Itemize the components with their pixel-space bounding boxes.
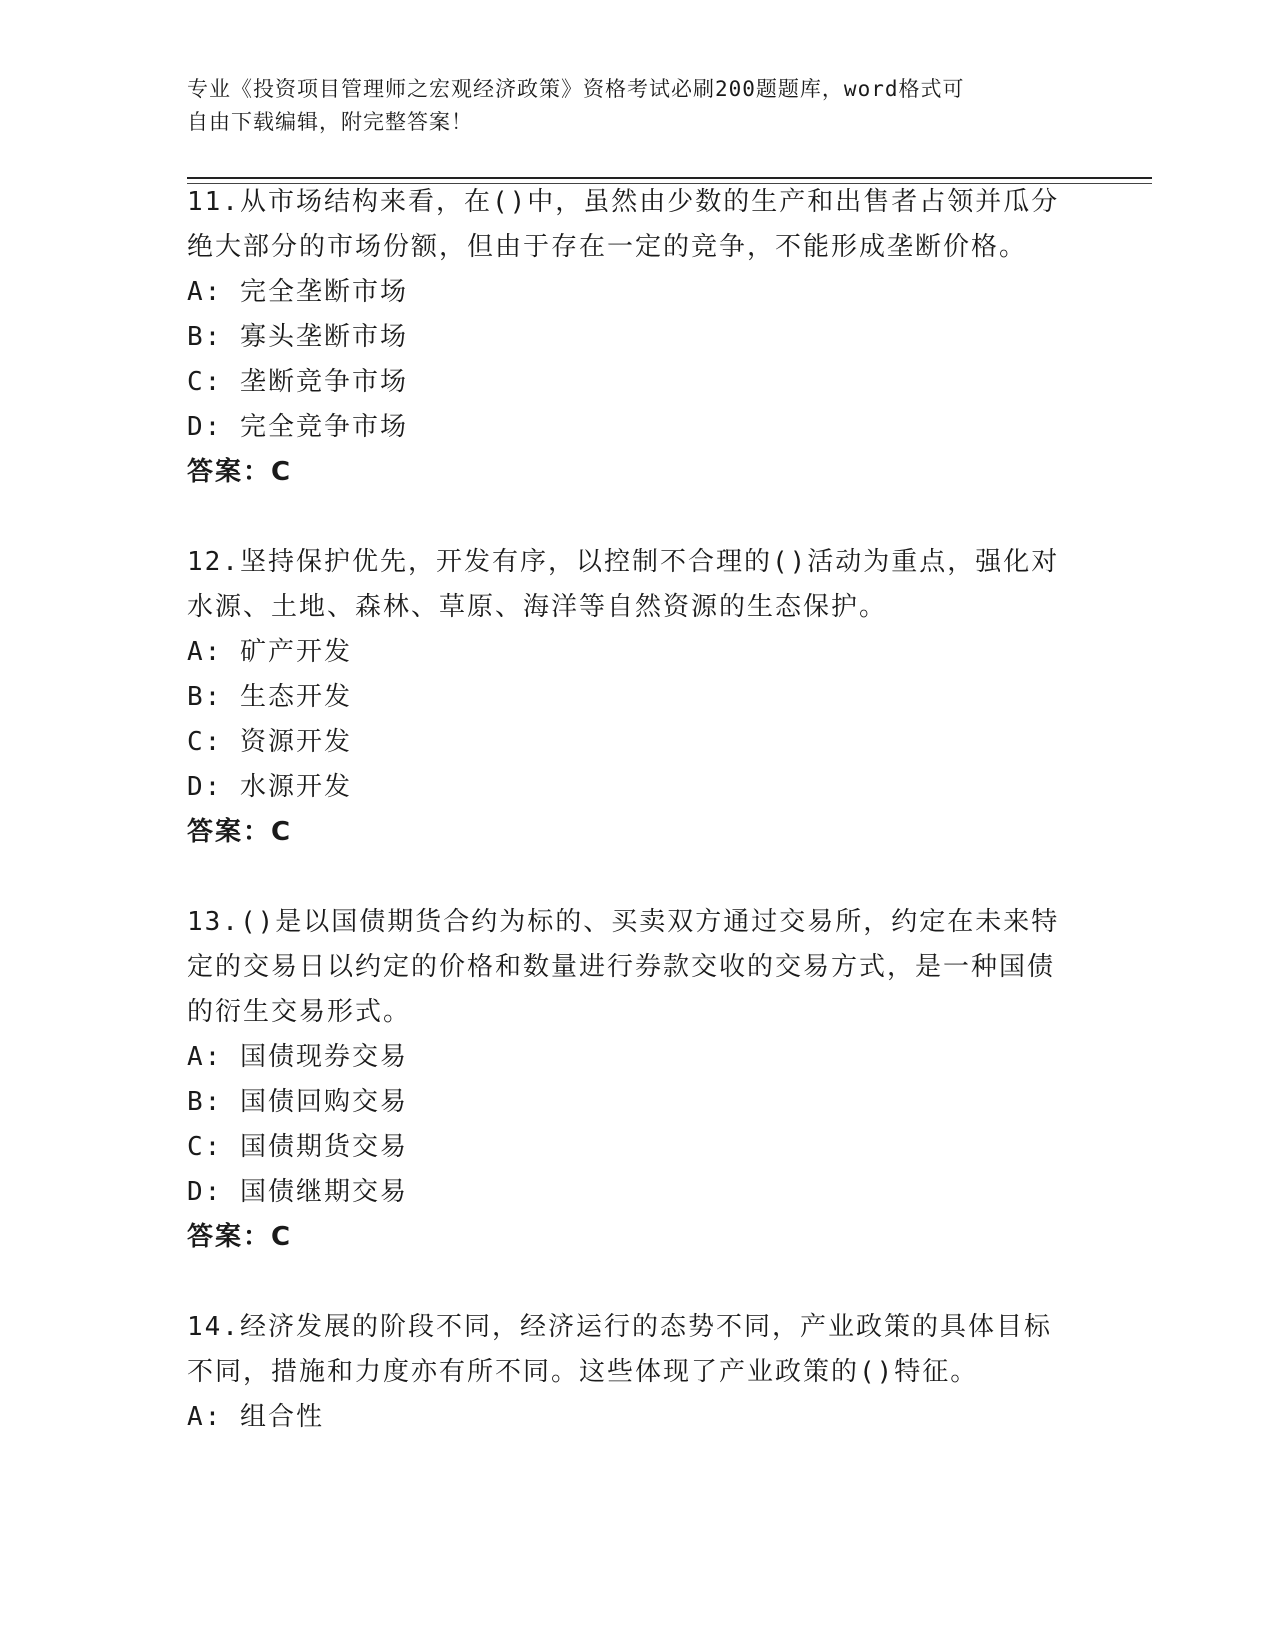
option-a: A: 完全垄断市场 <box>187 277 408 307</box>
option-d: D: 国债继期交易 <box>187 1177 408 1207</box>
question-12 <box>187 540 1077 855</box>
document-header <box>187 73 1067 139</box>
question-13 <box>187 900 1077 1260</box>
header-line-1: 专业《投资项目管理师之宏观经济政策》资格考试必刷200题题库，word格式可 <box>187 77 965 101</box>
question-stem: 11.从市场结构来看，在()中，虽然由少数的生产和出售者占领并瓜分绝大部分的市场份额，但由于存在一定的竞争，不能形成垄断价格。 <box>187 187 1060 262</box>
option-c: C: 垄断竞争市场 <box>187 367 408 397</box>
option-d: D: 完全竞争市场 <box>187 412 408 442</box>
option-a: A: 组合性 <box>187 1402 324 1432</box>
question-stem: 12.坚持保护优先，开发有序，以控制不合理的()活动为重点，强化对水源、土地、森林、草原、海洋等自然资源的生态保护。 <box>187 547 1060 622</box>
option-d: D: 水源开发 <box>187 772 352 802</box>
answer-label: 答案：C <box>187 817 293 847</box>
option-a: A: 矿产开发 <box>187 637 352 667</box>
header-divider-thick <box>187 177 1152 179</box>
option-b: B: 寡头垄断市场 <box>187 322 408 352</box>
option-b: B: 生态开发 <box>187 682 352 712</box>
question-stem: 14.经济发展的阶段不同，经济运行的态势不同，产业政策的具体目标不同，措施和力度亦有所不同。这些体现了产业政策的()特征。 <box>187 1312 1052 1387</box>
header-line-2: 自由下载编辑，附完整答案！ <box>187 110 473 134</box>
option-c: C: 国债期货交易 <box>187 1132 408 1162</box>
option-c: C: 资源开发 <box>187 727 352 757</box>
question-14 <box>187 1305 1077 1440</box>
answer-label: 答案：C <box>187 1222 293 1252</box>
question-11 <box>187 180 1077 495</box>
answer-label: 答案：C <box>187 457 293 487</box>
option-a: A: 国债现券交易 <box>187 1042 408 1072</box>
option-b: B: 国债回购交易 <box>187 1087 408 1117</box>
question-stem: 13.()是以国债期货合约为标的、买卖双方通过交易所，约定在未来特定的交易日以约定的价格和数量进行券款交收的交易方式，是一种国债的衍生交易形式。 <box>187 907 1060 1027</box>
